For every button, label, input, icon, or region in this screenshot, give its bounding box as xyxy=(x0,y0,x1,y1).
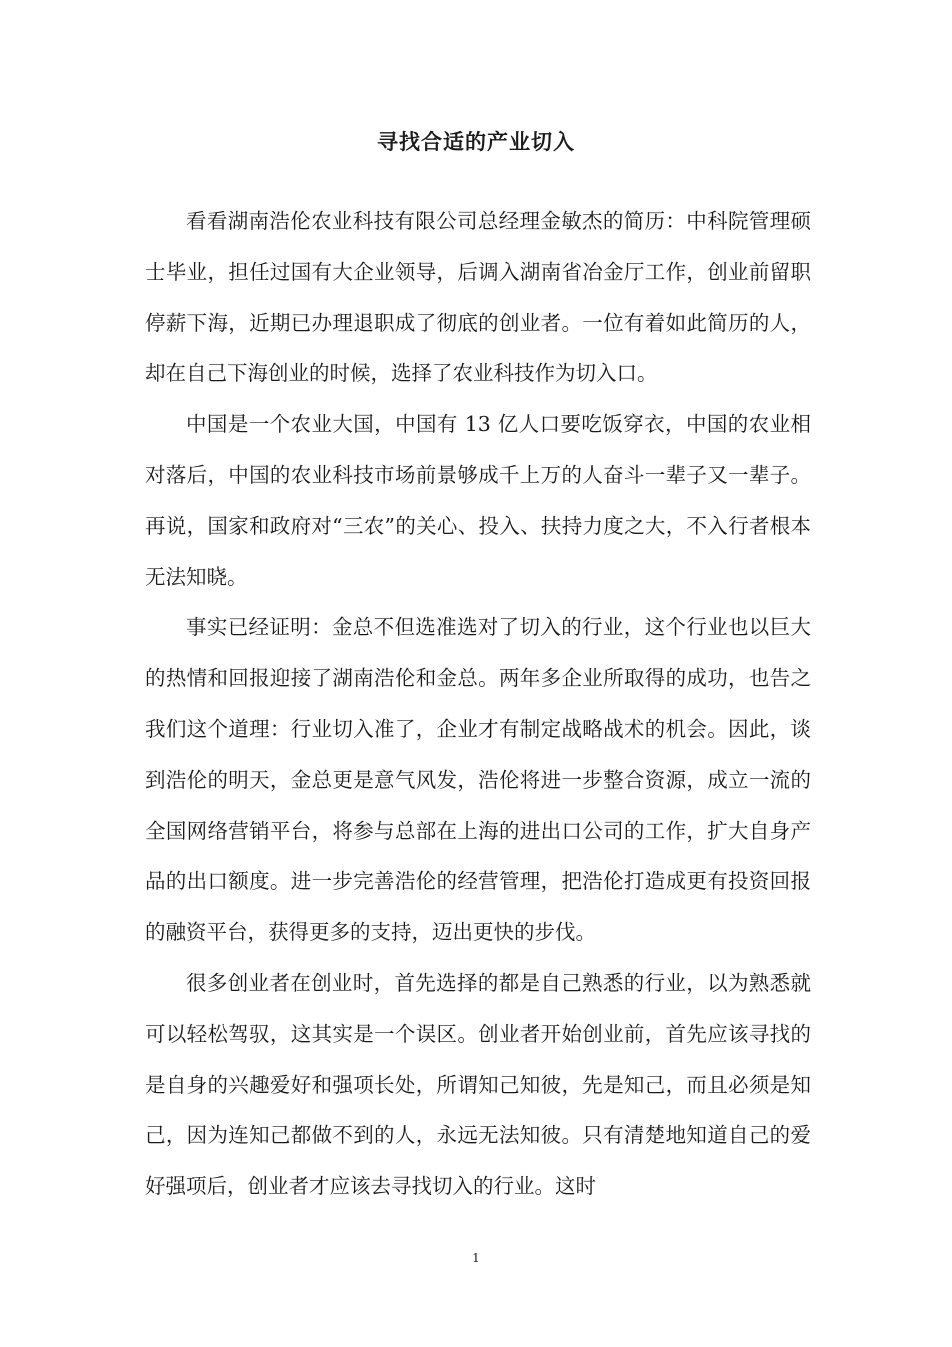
document-body xyxy=(145,196,811,1212)
paragraph-1: 看看湖南浩伦农业科技有限公司总经理金敏杰的简历：中科院管理硕士毕业，担任过国有大企业领导，后调入湖南省冶金厅工作，创业前留职停薪下海，近期已办理退职成了彻底的创业者。一位有着如此简历的人，却在自己下海创业的时候，选择了农业科技作为切入口。 xyxy=(145,209,811,386)
paragraph-3: 事实已经证明：金总不但选准选对了切入的行业，这个行业也以巨大的热情和回报迎接了湖南浩伦和金总。两年多企业所取得的成功，也告之我们这个道理：行业切入准了，企业才有制定战略战术的机会。因此，谈到浩伦的明天，金总更是意气风发，浩伦将进一步整合资源，成立一流的全国网络营销平台，将参与总部在上海的进出口公司的工作，扩大自身产品的出口额度。进一步完善浩伦的经营管理，把浩伦打造成更有投资回报的融资平台，获得更多的支持，迈出更快的步伐。 xyxy=(145,615,811,945)
paragraph-4: 很多创业者在创业时，首先选择的都是自己熟悉的行业，以为熟悉就可以轻松驾驭，这其实是一个误区。创业者开始创业前，首先应该寻找的是自身的兴趣爱好和强项长处，所谓知己知彼，先是知己，而且必须是知己，因为连知己都做不到的人，永远无法知彼。只有清楚地知道自己的爱好强项后，创业者才应该去寻找切入的行业。这时 xyxy=(145,970,811,1199)
document-title: 寻找合适的产业切入 xyxy=(377,130,575,154)
paragraph-2: 中国是一个农业大国，中国有 13 亿人口要吃饭穿衣，中国的农业相对落后，中国的农业科技市场前景够成千上万的人奋斗一辈子又一辈子。再说，国家和政府对“三农”的关心、投入、扶持力度之大，不入行者根本无法知晓。 xyxy=(145,412,811,589)
page-number: 1 xyxy=(472,1251,480,1265)
